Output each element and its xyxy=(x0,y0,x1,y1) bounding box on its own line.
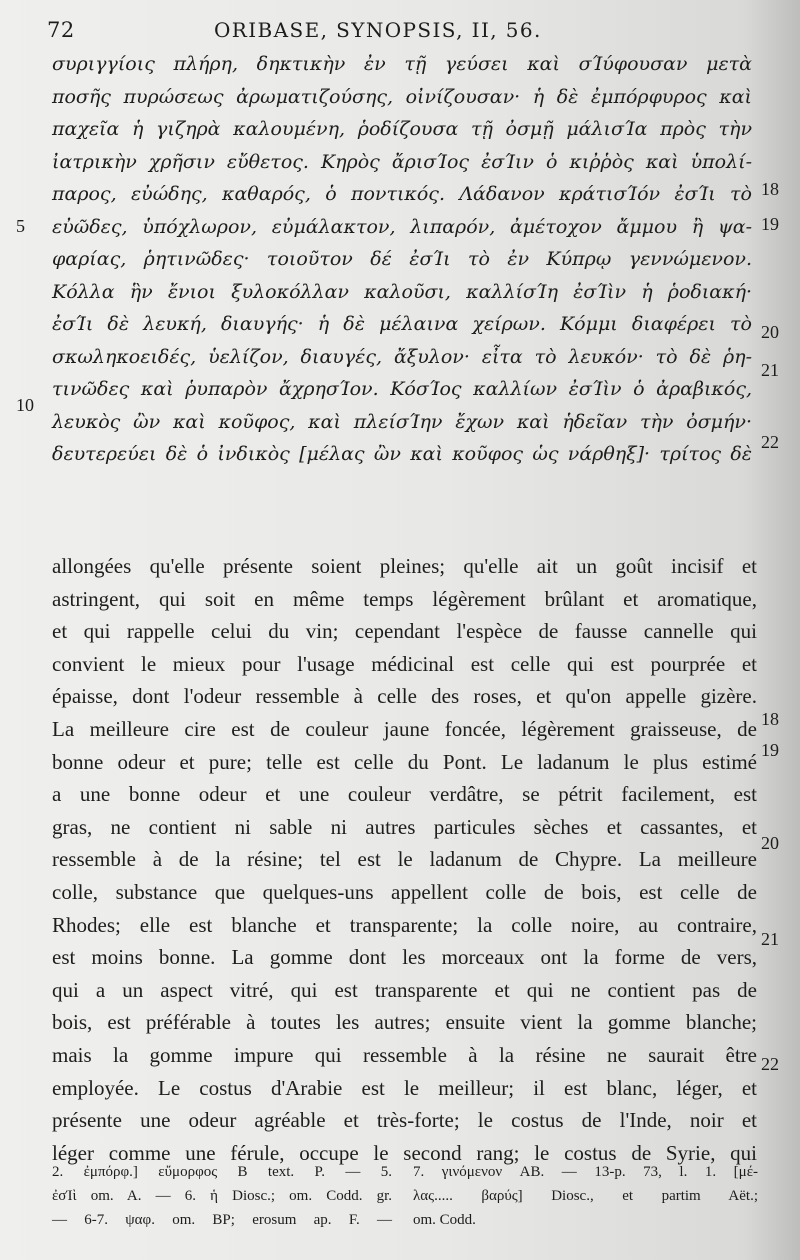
footnote-line: — 6-7. ψαφ. om. BP; erosum ap. F. — xyxy=(52,1212,392,1228)
footnotes-left-column xyxy=(52,1160,392,1232)
greek-section-number: 22 xyxy=(761,432,779,452)
french-line: épaisse, dont l'odeur ressemble à celle des roses, et qu'on appelle gizère. xyxy=(52,684,757,709)
running-title: ORIBASE, SYNOPSIS, II, 56. xyxy=(214,18,542,42)
french-line: ressemble à de la résine; tel est le ladanum de Chypre. La meilleure xyxy=(52,847,757,872)
footnote-line: 2. ἐμπόρφ.] εὔμορφος B text. P. — 5. xyxy=(52,1164,392,1180)
french-line: Rhodes; elle est blanche et transparente; la colle noire, au contraire, xyxy=(52,912,757,937)
footnote-line: om. Codd. xyxy=(413,1212,476,1228)
greek-line: λευκὸς ὢν καὶ κοῦφος, καὶ πλείσΊην ἔχων καὶ ἡδεῖαν τὴν ὀσμήν· xyxy=(52,410,752,433)
french-line: colle, substance que quelques-uns appellent colle de bois, est celle de xyxy=(52,879,757,904)
greek-line-number: 5 xyxy=(16,216,25,236)
greek-line: ἐσΊι δὲ λευκή, διαυγής· ἡ δὲ μέλαινα χείρων. Κόμμι διαφέρει τὸ xyxy=(52,313,752,335)
french-line: présente une odeur agréable et très-forte; le costus de l'Inde, noir et xyxy=(52,1108,757,1133)
french-line: a une bonne odeur et une couleur verdâtre, se pétrit facilement, est xyxy=(52,782,757,807)
french-line: allongées qu'elle présente soient pleines; qu'elle ait un goût incisif et xyxy=(52,554,757,578)
greek-line: ἰατρικὴν χρῆσιν εὔθετος. Κηρὸς ἄρισΊος ἐσΊιν ὁ κιῤῥὸς καὶ ὑπολί- xyxy=(52,150,752,173)
french-line: employée. Le costus d'Arabie est le meilleur; il est blanc, léger, et xyxy=(52,1075,757,1100)
footnote-line: ἐσΊὶ om. A. — 6. ἡ Diosc.; om. Codd. gr. xyxy=(52,1188,392,1204)
greek-text-block xyxy=(52,48,752,471)
french-section-number: 22 xyxy=(761,1054,779,1074)
greek-line: παρος, εὐώδης, καθαρός, ὁ ποντικός. Λάδανον κράτισΊόν ἐσΊι τὸ xyxy=(52,183,752,205)
footnote-line: 7. γινόμενον AB. — 13-p. 73, l. 1. [μέ- xyxy=(413,1164,758,1180)
greek-line-number: 10 xyxy=(16,395,34,415)
footnotes-right-column xyxy=(413,1160,758,1232)
french-line: convient le mieux pour l'usage médicinal est celle qui est pourprée et xyxy=(52,651,757,676)
greek-line: συριγγίοις πλήρη, δηκτικὴν ἐν τῇ γεύσει καὶ σΊύφουσαν μετὰ xyxy=(52,53,752,75)
greek-line: παχεῖα ἡ γιζηρὰ καλουμένη, ῥοδίζουσα τῇ ὀσμῇ μάλισΊα πρὸς τὴν xyxy=(52,118,752,140)
french-line: gras, ne contient ni sable ni autres particules sèches et cassantes, et xyxy=(52,814,757,839)
french-section-number: 20 xyxy=(761,833,779,853)
greek-line: φαρίας, ῥητινῶδες· τοιοῦτον δέ ἐσΊι τὸ ἐν Κύπρῳ γεννώμενον. xyxy=(52,248,752,270)
french-line: et qui rappelle celui du vin; cependant l'espèce de fausse cannelle qui xyxy=(52,619,757,644)
greek-section-number: 19 xyxy=(761,214,779,234)
french-translation-block xyxy=(52,550,757,1169)
greek-line: ποσῆς πυρώσεως ἀρωματιζούσης, οἰνίζουσαν· ἡ δὲ ἐμπόρφυρος καὶ xyxy=(52,85,752,108)
greek-section-number: 18 xyxy=(761,179,779,199)
french-line: qui a un aspect vitré, qui est transparente et qui ne contient pas de xyxy=(52,977,757,1002)
french-section-number: 19 xyxy=(761,740,779,760)
french-line: mais la gomme impure qui ressemble à la résine ne saurait être xyxy=(52,1042,757,1067)
footnote-line: λας..... βαρύς] Diosc., et partim Aët.; xyxy=(413,1188,758,1204)
greek-line: Κόλλα ἣν ἔνιοι ξυλοκόλλαν καλοῦσι, καλλίσΊη ἐσΊὶν ἡ ῥοδιακή· xyxy=(52,280,752,303)
french-line: astringent, qui soit en même temps légèrement brûlant et aromatique, xyxy=(52,586,757,611)
french-line: léger comme une férule, occupe le second rang; le costus de Syrie, qui xyxy=(52,1140,757,1165)
french-line: La meilleure cire est de couleur jaune foncée, légèrement graisseuse, de xyxy=(52,716,757,741)
french-section-number: 18 xyxy=(761,709,779,729)
french-line: bonne odeur et pure; telle est celle du Pont. Le ladanum le plus estimé xyxy=(52,749,757,774)
greek-section-number: 21 xyxy=(761,360,779,380)
french-line: est moins bonne. La gomme dont les morceaux ont la forme de vers, xyxy=(52,945,757,970)
page-number: 72 xyxy=(47,18,75,42)
greek-section-number: 20 xyxy=(761,322,779,342)
greek-line: δευτερεύει δὲ ὁ ἰνδικὸς [μέλας ὢν καὶ κοῦφος ὡς νάρθηξ]· τρίτος δὲ xyxy=(52,443,752,465)
greek-line: τινῶδες καὶ ῥυπαρὸν ἄχρησΊον. ΚόσΊος καλλίων ἐσΊὶν ὁ ἀραβικός, xyxy=(52,378,752,400)
greek-line: σκωληκοειδές, ὑελίζον, διαυγές, ἄξυλον· εἶτα τὸ λευκόν· τὸ δὲ ῥη- xyxy=(52,345,752,368)
greek-line: εὐῶδες, ὑπόχλωρον, εὐμάλακτον, λιπαρόν, ἀμέτοχον ἄμμου ἢ ψα- xyxy=(52,215,752,238)
french-section-number: 21 xyxy=(761,929,779,949)
french-line: bois, est préférable à toutes les autres; ensuite vient la gomme blanche; xyxy=(52,1010,757,1035)
